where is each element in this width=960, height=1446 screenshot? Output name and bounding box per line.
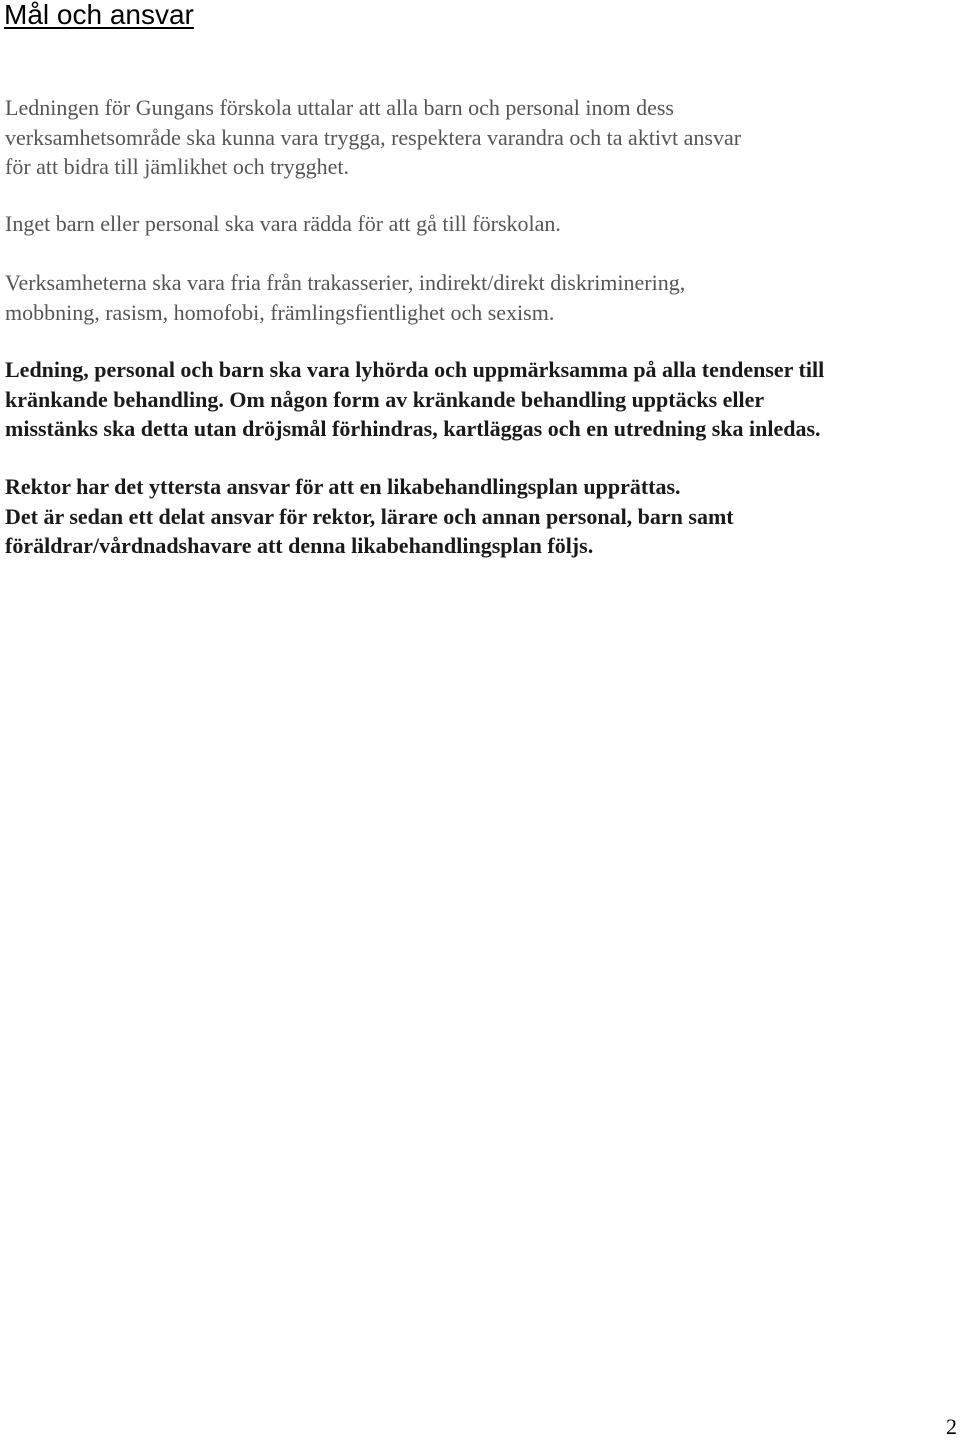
paragraph-no-fear: Inget barn eller personal ska vara rädda för att gå till förskolan. <box>5 211 561 236</box>
paragraph-attentiveness: Ledning, personal och barn ska vara lyhörda och uppmärksamma på alla tendenser till kränkande behandling. Om någon form av kränkande behandling upptäcks eller misstänks ska detta utan dröjsmål förhindras, kartläggas och en utredning ska inledas. <box>5 357 825 441</box>
paragraph-intro: Ledningen för Gungans förskola uttalar att alla barn och personal inom dess verksamhetsområde ska kunna vara trygga, respektera varandra och ta aktivt ansvar för att bidra till jämlikhet och trygghet. <box>5 95 742 179</box>
page-number: 2 <box>946 1414 957 1439</box>
paragraph-responsibility: Rektor har det yttersta ansvar för att en likabehandlingsplan upprättas. Det är sedan ett delat ansvar för rektor, lärare och annan personal, barn samt föräldrar/vårdnadshavare att denna likabehandlingsplan följs. <box>5 474 734 558</box>
page-title: Mål och ansvar <box>4 0 194 30</box>
paragraph-free-from-harassment: Verksamheterna ska vara fria från trakasserier, indirekt/direkt diskriminering, mobbning, rasism, homofobi, främlingsfientlighet och sexism. <box>5 270 686 325</box>
